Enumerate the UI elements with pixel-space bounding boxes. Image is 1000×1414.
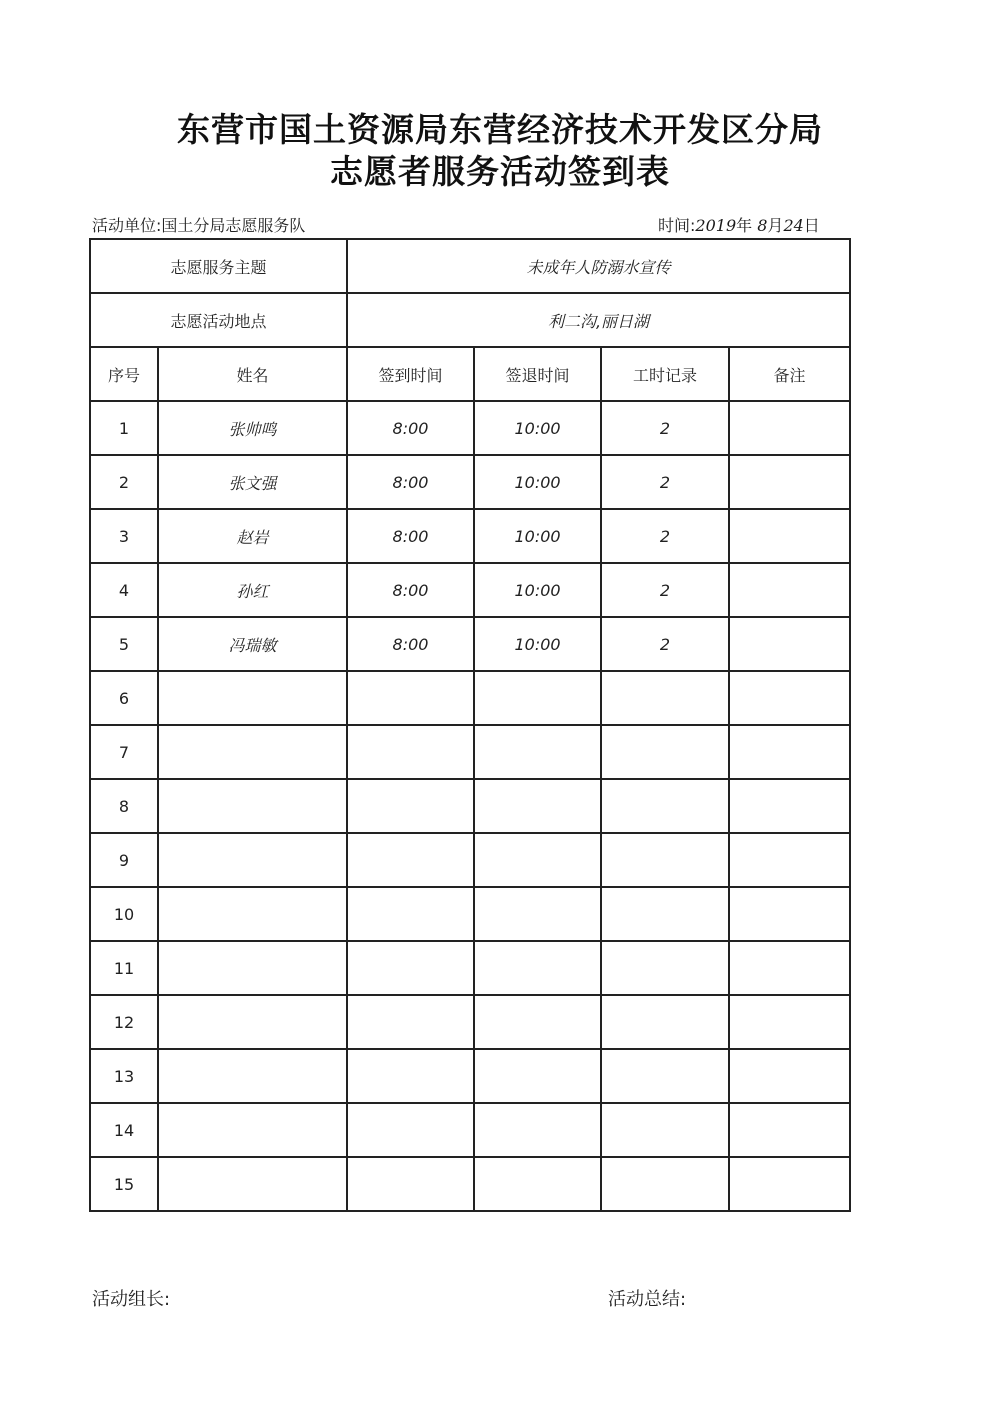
theme-label: 志愿服务主题 [90,239,347,293]
row-name [158,941,347,995]
row-sign-out-time [474,725,601,779]
table-row [90,617,850,671]
month-suffix: 月 [767,216,784,235]
row-hours [601,1157,729,1211]
row-sign-out-time [474,779,601,833]
row-name: 赵岩 [158,509,347,563]
row-name [158,833,347,887]
theme-row [90,239,850,293]
row-name [158,1157,347,1211]
row-name [158,725,347,779]
leader-label: 活动组长: [92,1289,171,1310]
table-row [90,833,850,887]
row-hours [601,671,729,725]
row-number: 6 [90,671,158,725]
row-note [729,779,850,833]
row-hours: 2 [601,401,729,455]
col-header-note: 备注 [729,347,850,401]
table-row [90,1103,850,1157]
row-sign-in-time [347,779,474,833]
row-sign-out-time [474,671,601,725]
col-header-no: 序号 [90,347,158,401]
row-number: 2 [90,455,158,509]
sign-in-table [89,238,851,1212]
row-number: 15 [90,1157,158,1211]
row-sign-in-time [347,1103,474,1157]
year-value: 2019 [695,216,737,235]
row-number: 1 [90,401,158,455]
row-sign-out-time: 10:00 [474,401,601,455]
row-sign-out-time [474,1049,601,1103]
row-sign-out-time [474,995,601,1049]
activity-unit [92,213,305,236]
row-sign-in-time: 8:00 [347,509,474,563]
row-note [729,725,850,779]
row-number: 4 [90,563,158,617]
row-note [729,887,850,941]
col-header-hours: 工时记录 [601,347,729,401]
row-note [729,833,850,887]
row-note [729,455,850,509]
row-sign-out-time: 10:00 [474,563,601,617]
row-sign-out-time [474,887,601,941]
table-row [90,1049,850,1103]
row-note [729,1103,850,1157]
row-sign-in-time [347,725,474,779]
document-subtitle: 志愿者服务活动签到表 [330,152,670,191]
row-number: 10 [90,887,158,941]
row-number: 5 [90,617,158,671]
row-name: 张帅鸣 [158,401,347,455]
row-number: 11 [90,941,158,995]
table-row [90,671,850,725]
row-note [729,671,850,725]
row-sign-in-time: 8:00 [347,617,474,671]
unit-value: 国土分局志愿服务队 [161,216,306,235]
row-name [158,1103,347,1157]
row-number: 14 [90,1103,158,1157]
row-hours [601,995,729,1049]
table-row [90,941,850,995]
row-sign-out-time: 10:00 [474,455,601,509]
row-number: 9 [90,833,158,887]
table-row [90,401,850,455]
row-sign-in-time [347,941,474,995]
row-hours [601,887,729,941]
row-number: 12 [90,995,158,1049]
row-number: 7 [90,725,158,779]
header-row [90,347,850,401]
row-sign-in-time: 8:00 [347,563,474,617]
table-row [90,563,850,617]
row-name: 张文强 [158,455,347,509]
row-hours [601,779,729,833]
col-header-sign-in: 签到时间 [347,347,474,401]
row-name [158,995,347,1049]
table-row [90,779,850,833]
table-row [90,725,850,779]
row-name [158,1049,347,1103]
row-hours [601,833,729,887]
unit-label: 活动单位: [92,216,162,235]
row-number: 8 [90,779,158,833]
day-suffix: 日 [803,216,820,235]
row-sign-in-time [347,1049,474,1103]
row-note [729,509,850,563]
row-hours: 2 [601,617,729,671]
row-hours: 2 [601,455,729,509]
row-name: 冯瑞敏 [158,617,347,671]
row-name: 孙红 [158,563,347,617]
row-sign-out-time [474,833,601,887]
day-value: 24 [783,216,804,235]
row-sign-in-time [347,1157,474,1211]
document-title: 东营市国土资源局东营经济技术开发区分局 [177,110,823,149]
location-label: 志愿活动地点 [90,293,347,347]
row-sign-in-time [347,833,474,887]
row-sign-out-time [474,1103,601,1157]
year-suffix: 年 [736,216,753,235]
col-header-name: 姓名 [158,347,347,401]
row-sign-in-time: 8:00 [347,401,474,455]
table-row [90,887,850,941]
activity-date [658,213,820,236]
row-sign-in-time [347,995,474,1049]
row-sign-in-time [347,671,474,725]
table-row [90,455,850,509]
col-header-sign-out: 签退时间 [474,347,601,401]
row-sign-in-time [347,887,474,941]
row-sign-out-time [474,1157,601,1211]
row-number: 13 [90,1049,158,1103]
row-name [158,779,347,833]
table-row [90,1157,850,1211]
row-note [729,563,850,617]
row-hours [601,725,729,779]
location-row [90,293,850,347]
theme-value: 未成年人防溺水宣传 [347,239,850,293]
row-note [729,617,850,671]
row-hours [601,1103,729,1157]
row-name [158,671,347,725]
row-hours: 2 [601,509,729,563]
row-sign-out-time: 10:00 [474,509,601,563]
row-note [729,401,850,455]
location-value: 利二沟,丽日湖 [347,293,850,347]
summary-label: 活动总结: [608,1289,687,1310]
time-label: 时间: [658,216,696,235]
table-row [90,509,850,563]
row-note [729,995,850,1049]
row-sign-out-time [474,941,601,995]
row-name [158,887,347,941]
row-note [729,1157,850,1211]
table-row [90,995,850,1049]
row-sign-out-time: 10:00 [474,617,601,671]
row-sign-in-time: 8:00 [347,455,474,509]
row-hours [601,941,729,995]
row-note [729,941,850,995]
row-hours: 2 [601,563,729,617]
month-value: 8 [757,216,768,235]
row-hours [601,1049,729,1103]
row-number: 3 [90,509,158,563]
row-note [729,1049,850,1103]
